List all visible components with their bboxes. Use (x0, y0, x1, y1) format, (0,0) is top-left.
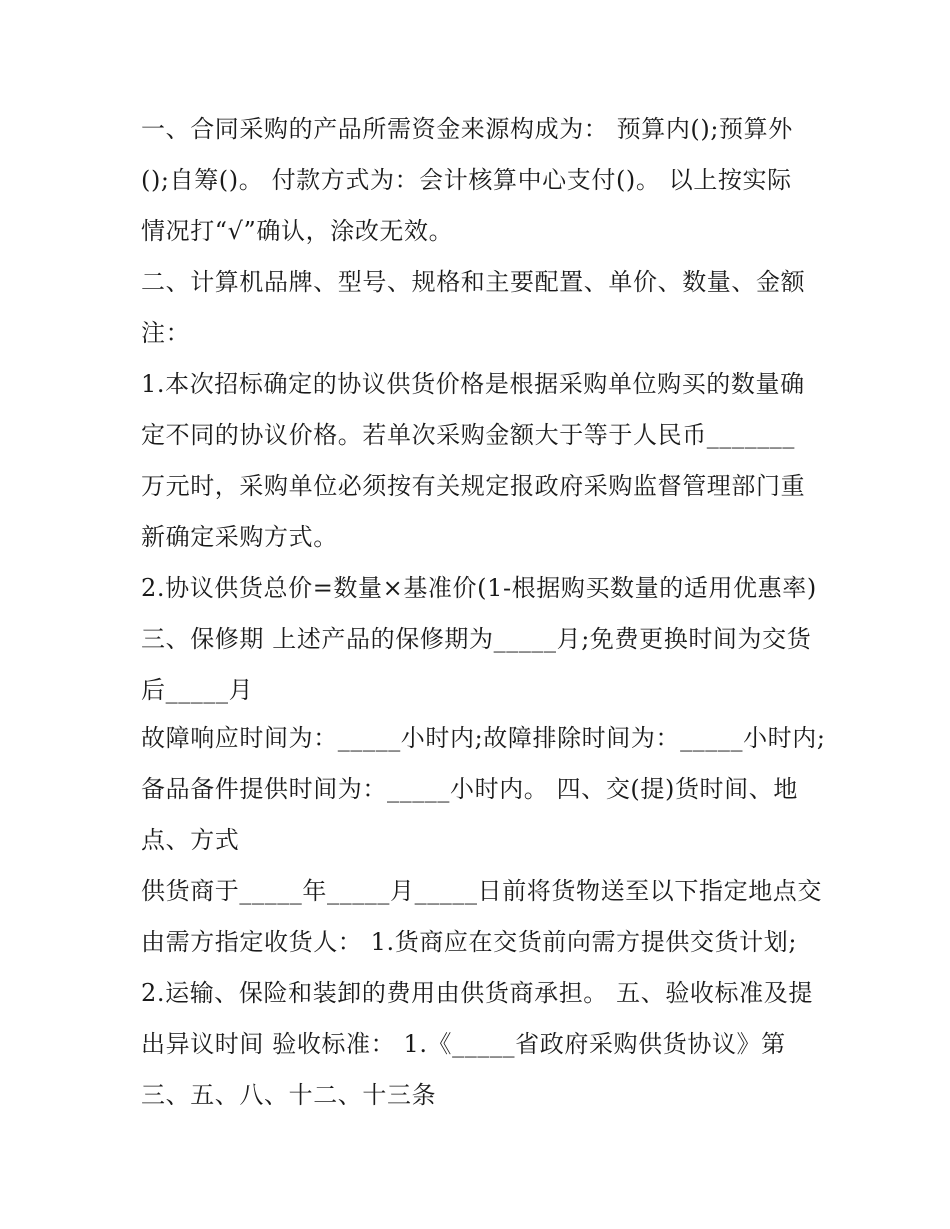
text-line-9: 新确定采购方式。 (141, 523, 338, 551)
text-line-6: 1.本次招标确定的协议供货价格是根据采购单位购买的数量确 (141, 370, 805, 398)
text-line-5: 注： (141, 319, 191, 347)
text-line-1: 一、合同采购的产品所需资金来源构成为： 预算内();预算外 (141, 115, 793, 143)
text-line-10: 2.协议供货总价=数量×基准价(1-根据购买数量的适用优惠率) (141, 574, 817, 602)
text-line-17: 由需方指定收货人： 1.货商应在交货前向需方提供交货计划; (141, 928, 798, 956)
text-line-14: 备品备件提供时间为：_____小时内。 四、交(提)货时间、地 (141, 775, 798, 803)
text-line-20: 三、五、八、十二、十三条 (141, 1081, 437, 1109)
text-line-3: 情况打“√”确认，涂改无效。 (141, 217, 454, 245)
text-line-11: 三、保修期 上述产品的保修期为_____月;免费更换时间为交货 (141, 625, 812, 653)
text-line-13: 故障响应时间为：_____小时内;故障排除时间为：_____小时内; (141, 724, 826, 752)
text-line-8: 万元时，采购单位必须按有关规定报政府采购监督管理部门重 (141, 472, 806, 500)
text-line-2: ();自筹()。 付款方式为：会计核算中心支付()。 以上按实际 (141, 166, 792, 194)
text-line-12: 后_____月 (141, 676, 254, 704)
text-line-7: 定不同的协议价格。若单次采购金额大于等于人民币_______ (141, 421, 795, 449)
text-line-18: 2.运输、保险和装卸的费用由供货商承担。 五、验收标准及提 (141, 979, 813, 1007)
text-line-19: 出异议时间 验收标准： 1.《_____省政府采购供货协议》第 (141, 1030, 786, 1058)
text-line-4: 二、计算机品牌、型号、规格和主要配置、单价、数量、金额 (141, 268, 806, 296)
text-line-15: 点、方式 (141, 826, 240, 854)
text-line-16: 供货商于_____年_____月_____日前将货物送至以下指定地点交 (141, 877, 822, 905)
